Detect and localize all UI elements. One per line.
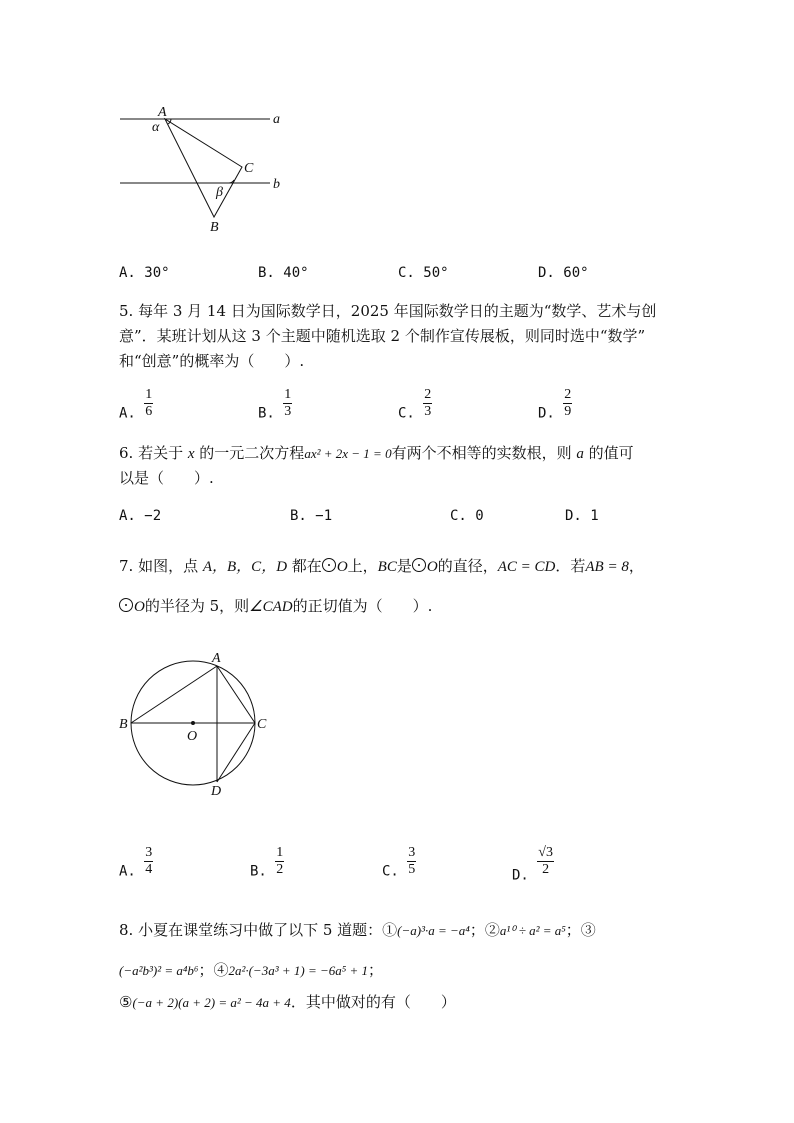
q4-option-c[interactable]: C. 50° — [398, 265, 449, 281]
q5-option-d[interactable] — [538, 388, 572, 422]
option-letter: B. — [258, 405, 275, 422]
label-C: C — [244, 161, 254, 176]
segment-ac — [217, 666, 255, 723]
q6-equation: ax² + 2x − 1 = 0 — [304, 446, 392, 461]
label-C: C — [257, 717, 267, 732]
q8-line-2: (−a²b³)² = a⁴b⁶；④2a²·(−3a³ + 1) = −6a⁵ + 1； — [119, 961, 384, 979]
label-A: A — [212, 651, 221, 666]
q8-line-1: 8. 小夏在课堂练习中做了以下 5 道题：①(−a)³·a = −a⁴；②a¹⁰ ÷ a² = a⁵；③ — [119, 921, 596, 939]
label-line-a: a — [273, 112, 280, 127]
q8-expr-2: a¹⁰ ÷ a² = a⁵ — [499, 923, 566, 938]
q7-option-d[interactable] — [512, 846, 554, 884]
circle-symbol-icon — [119, 598, 133, 612]
label-B: B — [119, 717, 128, 732]
q6-line-2: 以是（ ）. — [119, 469, 214, 487]
q8-line-3: ⑤(−a + 2)(a + 2) = a² − 4a + 4．其中做对的有（ ） — [119, 993, 456, 1011]
q5-line-2: 意”．某班计划从这 3 个主题中随机选取 2 个制作宣传展板，则同时选中“数学” — [119, 327, 646, 345]
option-letter: A. — [119, 405, 136, 422]
q6-line-1: 6. 若关于 x 的一元二次方程ax² + 2x − 1 = 0有两个不相等的实数根，则 a 的值可 — [119, 444, 634, 462]
q8-expr-3: (−a²b³)² = a⁴b⁶ — [119, 963, 199, 978]
q5-option-a[interactable] — [119, 388, 153, 422]
label-beta: β — [216, 185, 223, 200]
label-B: B — [210, 220, 219, 235]
q7-option-c[interactable] — [382, 846, 416, 880]
q8-expr-5: (−a + 2)(a + 2) = a² − 4a + 4 — [132, 995, 291, 1010]
fraction: $\frac{2}{3}$ — [424, 387, 432, 419]
q5-option-c[interactable] — [398, 388, 432, 422]
q6-option-b[interactable]: B. −1 — [290, 508, 333, 524]
center-point — [191, 721, 195, 725]
fraction: $\frac{1}{6}$ — [145, 387, 153, 419]
q7-option-b[interactable] — [250, 846, 284, 880]
triangle-abc — [165, 119, 242, 217]
fraction: $\frac{3}{4}$ — [145, 845, 153, 877]
q6-option-d[interactable]: D. 1 — [565, 508, 599, 524]
label-A: A — [158, 105, 167, 120]
q7-option-a[interactable] — [119, 846, 153, 880]
q5-line-3: 和“创意”的概率为（ ）. — [119, 352, 305, 370]
label-D: D — [211, 784, 222, 798]
q6-option-a[interactable]: A. −2 — [119, 508, 162, 524]
label-O: O — [187, 729, 198, 744]
option-letter: C. — [398, 405, 415, 422]
q7-line-1: 7. 如图，点 A，B，C，D 都在 O上，BC是 O的直径，AC = CD．若AB = 8， — [119, 557, 644, 575]
segment-ab — [131, 666, 217, 723]
circle-symbol-icon — [322, 558, 336, 572]
q5-option-b[interactable] — [258, 388, 292, 422]
fraction: $\frac{3}{5}$ — [408, 845, 416, 877]
q7-line-2: O的半径为 5，则∠CAD的正切值为（ ）. — [119, 596, 432, 617]
fraction: $\frac{1}{2}$ — [276, 845, 284, 877]
option-letter: D. — [512, 867, 529, 884]
q6-option-c[interactable]: C. 0 — [450, 508, 484, 524]
option-letter: A. — [119, 863, 136, 880]
fraction: $\frac{1}{3}$ — [284, 387, 292, 419]
segment-cd — [217, 723, 255, 782]
option-letter: C. — [382, 863, 399, 880]
label-line-b: b — [273, 177, 280, 192]
parallel-lines-figure — [110, 100, 310, 240]
q4-option-a[interactable]: A. 30° — [119, 265, 170, 281]
q4-option-d[interactable]: D. 60° — [538, 265, 589, 281]
q5-line-1: 5. 每年 3 月 14 日为国际数学日，2025 年国际数学日的主题为“数学、艺术与创 — [119, 302, 657, 320]
circle-symbol-icon — [412, 558, 426, 572]
circle-figure — [112, 648, 282, 798]
q8-expr-4: 2a²·(−3a³ + 1) = −6a⁵ + 1 — [228, 963, 369, 978]
option-letter: D. — [538, 405, 555, 422]
label-alpha: α — [152, 120, 160, 135]
option-letter: B. — [250, 863, 267, 880]
fraction: $\frac{2}{9}$ — [564, 387, 572, 419]
q4-option-b[interactable]: B. 40° — [258, 265, 309, 281]
fraction: $\frac{√3}{2}$ — [538, 845, 553, 877]
q8-expr-1: (−a)³·a = −a⁴ — [397, 923, 470, 938]
